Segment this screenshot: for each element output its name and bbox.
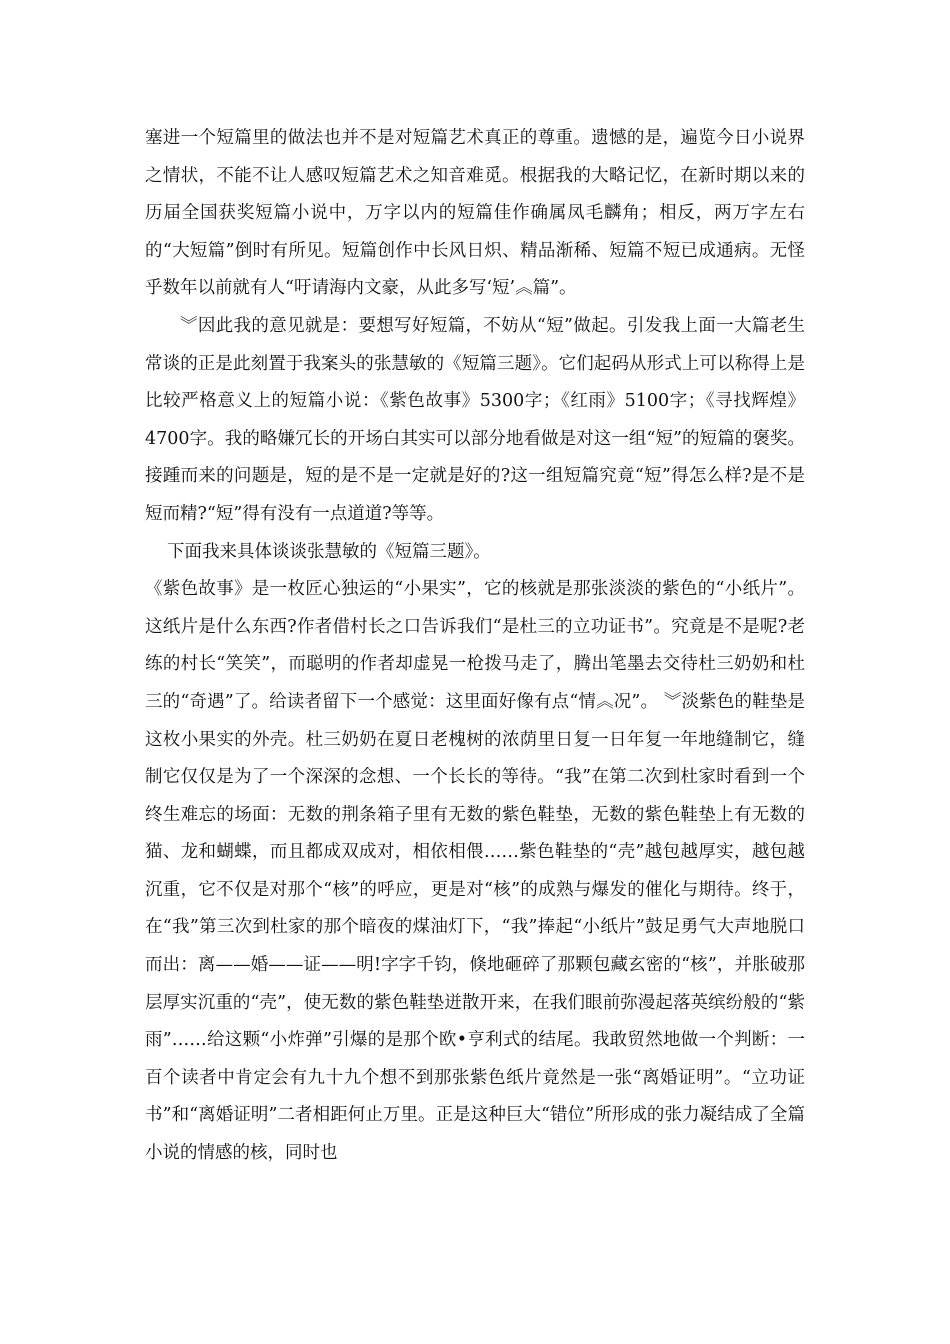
- paragraph-opinion-short-stories: ︾因此我的意见就是：要想写好短篇，不妨从“短”做起。引发我上面一大篇老生常谈的正是此刻置于我案头的张慧敏的《短篇三题》。它们起码从形式上可以称得上是比较严格意义上的短篇小说：《紫色故事》5300字；《红雨》5100字；《寻找辉煌》4700字。我的略嫌冗长的开场白其实可以部分地看做是对这一组“短”的短篇的褒奖。接踵而来的问题是，短的是不是一定就是好的?这一组短篇究竟“短”得怎么样?是不是短而精?“短”得有没有一点道道?等等。: [145, 315, 805, 524]
- paragraph-intro-three-stories: 下面我来具体谈谈张慧敏的《短篇三题》。: [167, 541, 491, 562]
- paragraph-short-story-length: 塞进一个短篇里的做法也并不是对短篇艺术真正的尊重。遗憾的是，遍览今日小说界之情状，不能不让人感叹短篇艺术之知音难觅。根据我的大略记忆，在新时期以来的历届全国获奖短篇小说中，万字以内的短篇佳作确属凤毛麟角；相反，两万字左右的“大短篇”倒时有所见。短篇创作中长风日炽、精品渐稀、短篇不短已成通病。无怪乎数年以前就有人“吁请海内文豪，从此多写‘短’︽篇”。: [145, 128, 805, 299]
- document-body: [145, 120, 805, 1173]
- paragraph-purple-story-analysis: 《紫色故事》是一枚匠心独运的“小果实”，它的核就是那张淡淡的紫色的“小纸片”。这纸片是什么东西?作者借村长之口告诉我们“是杜三的立功证书”。究竟是不是呢?老练的村长“笑笑”，而聪明的作者却虚晃一枪拨马走了，腾出笔墨去交待杜三奶奶和杜三的“奇遇”了。给读者留下一个感觉：这里面好像有点“情︽况”。 ︾淡紫色的鞋垫是这枚小果实的外壳。杜三奶奶在夏日老槐树的浓荫里日复一日年复一年地缝制它，缝制它仅仅是为了一个深深的念想、一个长长的等待。“我”在第二次到杜家时看到一个终生难忘的场面：无数的荆条箱子里有无数的紫色鞋垫，无数的紫色鞋垫上有无数的猫、龙和蝴蝶，而且都成双成对，相依相偎……紫色鞋垫的“壳”越包越厚实，越包越沉重，它不仅是对那个“核”的呼应，更是对“核”的成熟与爆发的催化与期待。终于，在“我”第三次到杜家的那个暗夜的煤油灯下，“我”捧起“小纸片”鼓足勇气大声地脱口而出：离——婚——证——明!字字千钧，倏地砸碎了那颗包藏玄密的“核”，并胀破那层厚实沉重的“壳”，使无数的紫色鞋垫迸散开来，在我们眼前弥漫起落英缤纷般的“紫雨”……给这颗“小炸弹”引爆的是那个欧•亨利式的结尾。我敢贸然地做一个判断：一百个读者中肯定会有九十九个想不到那张紫色纸片竟然是一张“离婚证明”。“立功证书”和“离婚证明”二者相距何止万里。正是这种巨大“错位”所形成的张力凝结成了全篇小说的情感的核，同时也: [145, 579, 805, 1164]
